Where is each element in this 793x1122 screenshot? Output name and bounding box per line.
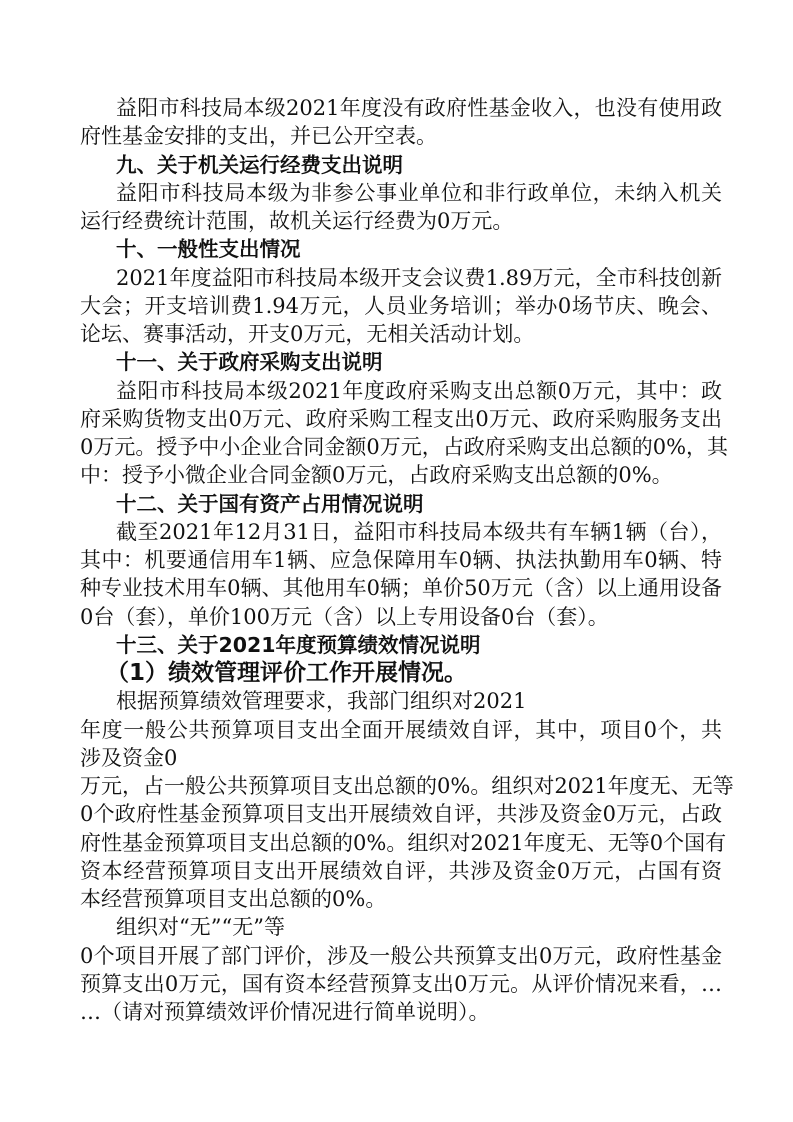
paragraph-line: 益阳市科技局本级为非参公事业单位和非行政单位，未纳入机关 bbox=[116, 180, 722, 205]
paragraph-line: 组织对“无”“无”等 bbox=[116, 915, 285, 940]
section-heading: 十一、关于政府采购支出说明 bbox=[116, 350, 383, 375]
paragraph-line: 本经营预算项目支出总额的0%。 bbox=[80, 887, 387, 911]
paragraph-line: 0台（套），单价100万元（含）以上专用设备0台（套）。 bbox=[80, 604, 609, 629]
paragraph-line: 益阳市科技局本级2021年度政府采购支出总额0万元，其中：政 bbox=[116, 378, 722, 403]
document-page bbox=[80, 94, 734, 1026]
paragraph-line: 0个政府性基金预算项目支出开展绩效自评，共涉及资金0万元，占政 bbox=[80, 802, 722, 827]
paragraph-line: 涉及资金0 bbox=[80, 745, 178, 770]
paragraph-line: 中：授予小微企业合同金额0万元，占政府采购支出总额的0%。 bbox=[80, 463, 673, 488]
paragraph-line: 2021年度益阳市科技局本级开支会议费1.89万元，全市科技创新 bbox=[116, 265, 722, 290]
section-heading: 十三、关于2021年度预算绩效情况说明 bbox=[116, 632, 481, 657]
paragraph-line: 0万元。授予中小企业合同金额0万元，占政府采购支出总额的0%，其 bbox=[80, 435, 729, 459]
paragraph-line: 截至2021年12月31日，益阳市科技局本级共有车辆1辆（台）， bbox=[116, 519, 722, 544]
paragraph-line: 大会；开支培训费1.94万元，人员业务培训；举办0场节庆、晚会、 bbox=[80, 293, 722, 318]
paragraph-line: 益阳市科技局本级2021年度没有政府性基金收入，也没有使用政 bbox=[116, 96, 722, 120]
paragraph-line: 府性基金安排的支出，并已公开空表。 bbox=[80, 124, 437, 149]
paragraph-line: …（请对预算绩效评价情况进行简单说明）。 bbox=[80, 1000, 490, 1024]
paragraph-line: 其中：机要通信用车1辆、应急保障用车0辆、执法执勤用车0辆、特 bbox=[80, 548, 722, 572]
paragraph-line: 0个项目开展了部门评价，涉及一般公共预算支出0万元，政府性基金 bbox=[80, 943, 722, 968]
subsection-heading: （1）绩效管理评价工作开展情况。 bbox=[106, 660, 468, 686]
paragraph-line: 论坛、赛事活动，开支0万元，无相关活动计划。 bbox=[80, 322, 535, 346]
paragraph-line: 资本经营预算项目支出开展绩效自评，共涉及资金0万元，占国有资 bbox=[80, 858, 722, 883]
paragraph-line: 运行经费统计范围，故机关运行经费为0万元。 bbox=[80, 209, 514, 233]
section-heading: 十、一般性支出情况 bbox=[116, 237, 301, 262]
paragraph-line: 年度一般公共预算项目支出全面开展绩效自评，其中，项目0个，共 bbox=[80, 717, 722, 742]
paragraph-line: 根据预算绩效管理要求，我部门组织对2021 bbox=[116, 689, 527, 714]
paragraph-line: 府采购货物支出0万元、政府采购工程支出0万元、政府采购服务支出 bbox=[80, 406, 722, 431]
section-heading: 十二、关于国有资产占用情况说明 bbox=[116, 491, 424, 516]
paragraph-line: 种专业技术用车0辆、其他用车0辆；单价50万元（含）以上通用设备 bbox=[80, 576, 722, 601]
section-heading: 九、关于机关运行经费支出说明 bbox=[116, 152, 403, 177]
paragraph-line: 预算支出0万元，国有资本经营预算支出0万元。从评价情况来看，… bbox=[80, 971, 722, 996]
paragraph-line: 万元，占一般公共预算项目支出总额的0%。组织对2021年度无、无等 bbox=[80, 774, 734, 798]
paragraph-line: 府性基金预算项目支出总额的0%。组织对2021年度无、无等0个国有 bbox=[80, 830, 727, 855]
